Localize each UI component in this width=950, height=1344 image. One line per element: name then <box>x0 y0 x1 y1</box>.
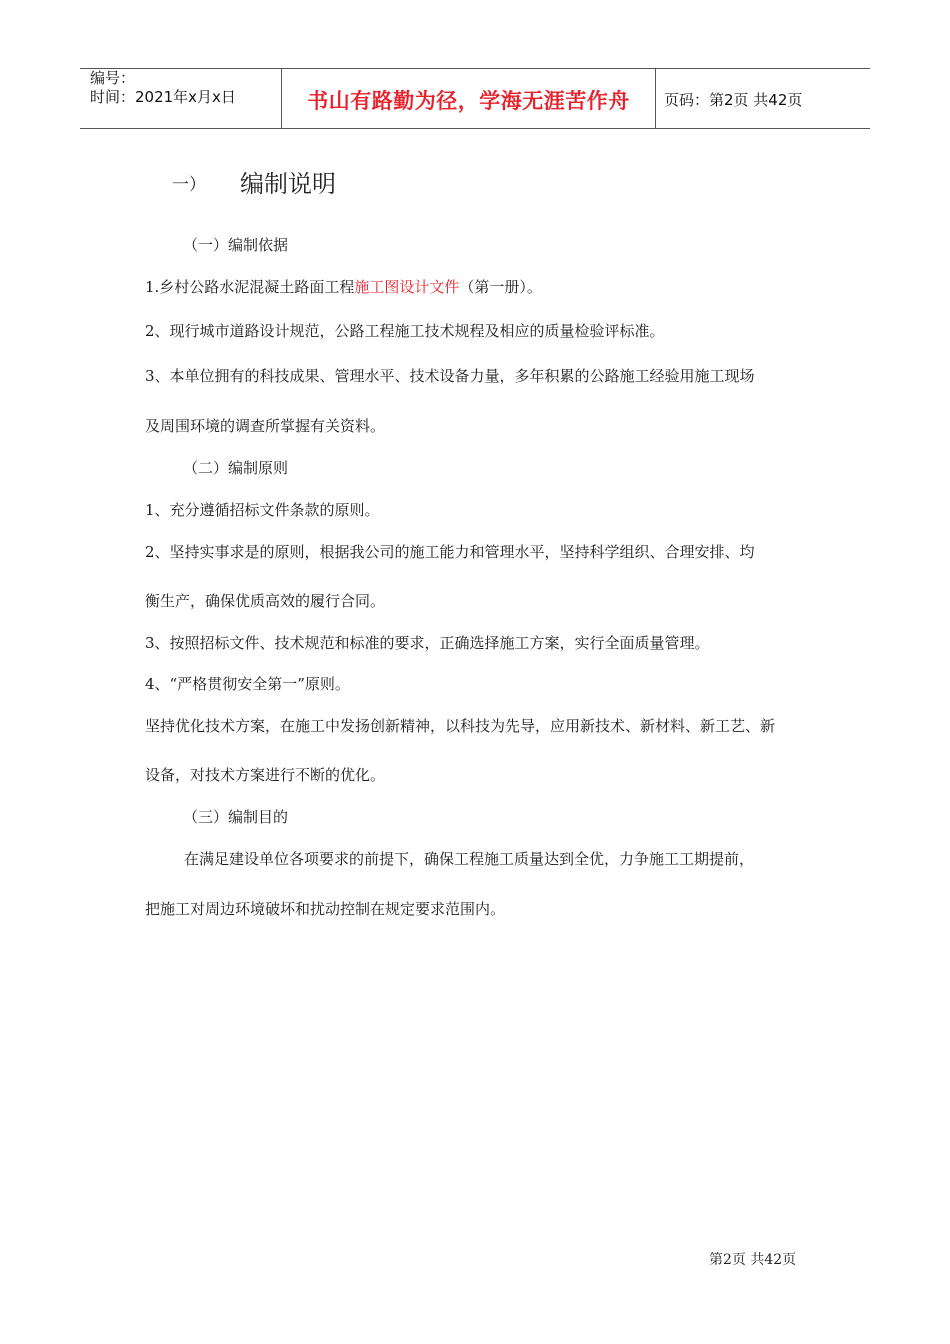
purpose-line-1: 在满足建设单位各项要求的前提下，确保工程施工质量达到全优，力争施工工期提前， <box>184 850 755 868</box>
code-label: 编号： <box>90 69 136 87</box>
principles-item-3: 3、按照招标文件、技术规范和标准的要求，正确选择施工方案，实行全面质量管理。 <box>145 634 710 652</box>
section-title-text: 编制说明 <box>240 170 336 198</box>
purpose-heading: （三）编制目的 <box>183 808 289 826</box>
basis-item-1 <box>145 276 542 297</box>
principles-item-5-line-1: 坚持优化技术方案，在施工中发扬创新精神，以科技为先导，应用新技术、新材料、新工艺、新 <box>145 717 776 735</box>
time-label: 时间：2021年x月x日 <box>90 88 236 106</box>
principles-heading: （二）编制原则 <box>183 459 289 477</box>
purpose-line-2: 把施工对周边环境破坏和扰动控制在规定要求范围内。 <box>145 900 506 918</box>
footer-page-number: 第2页 共42页 <box>709 1252 797 1268</box>
basis-item-1-suffix: （第一册）。 <box>459 278 542 296</box>
basis-item-1-prefix: 1.乡村公路水泥混凝土路面工程 <box>145 278 355 296</box>
principles-item-4: 4、“严格贯彻安全第一”原则。 <box>145 675 350 693</box>
header-left-cell <box>90 69 236 107</box>
principles-item-1: 1、充分遵循招标文件条款的原则。 <box>145 501 380 519</box>
basis-item-3-line-2: 及周围环境的调查所掌握有关资料。 <box>145 417 386 435</box>
header-divider-2 <box>655 68 656 129</box>
principles-item-2-line-2: 衡生产，确保优质高效的履行合同。 <box>145 592 386 610</box>
header-bottom-rule <box>80 128 870 129</box>
principles-item-5-line-2: 设备，对技术方案进行不断的优化。 <box>145 766 386 784</box>
basis-item-3-line-1: 3、本单位拥有的科技成果、管理水平、技术设备力量，多年积累的公路施工经验用施工现场 <box>145 367 755 385</box>
basis-item-1-link: 施工图设计文件 <box>354 278 460 296</box>
principles-item-2-line-1: 2、坚持实事求是的原则，根据我公司的施工能力和管理水平，坚持科学组织、合理安排、均 <box>145 543 755 561</box>
section-number: 一） <box>172 175 206 195</box>
header-motto: 书山有路勤为径，学海无涯苦作舟 <box>307 89 630 113</box>
basis-item-2: 2、现行城市道路设计规范，公路工程施工技术规程及相应的质量检验评标准。 <box>145 322 665 340</box>
header-page-number: 页码：第2页 共42页 <box>664 91 803 109</box>
section-title <box>172 164 336 199</box>
basis-heading: （一）编制依据 <box>183 236 289 254</box>
